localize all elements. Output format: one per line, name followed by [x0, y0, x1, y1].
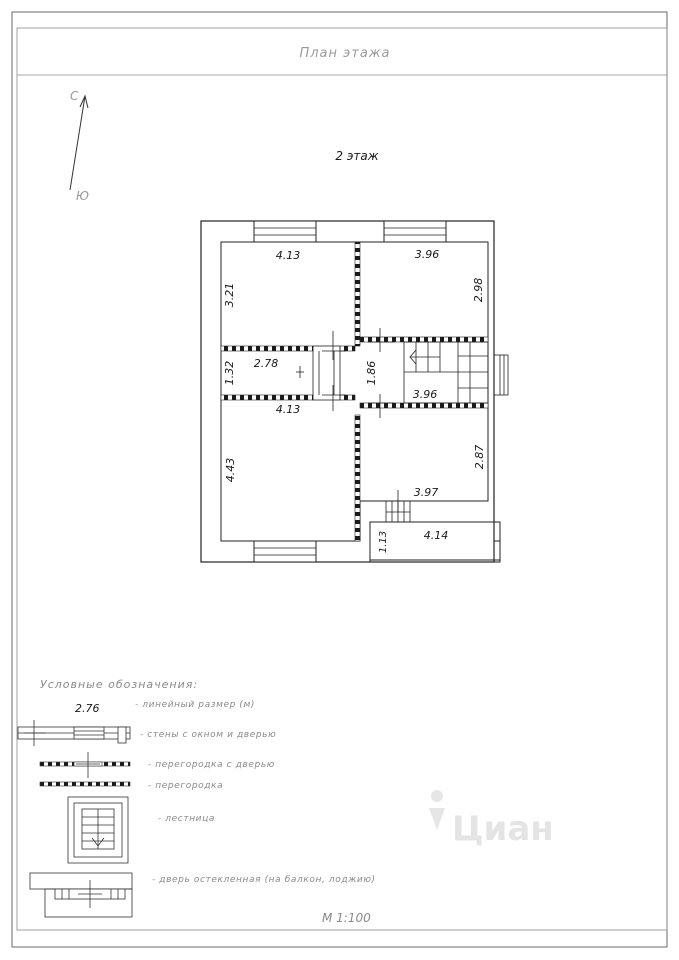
legend-stairs-symbol: [68, 797, 128, 863]
legend-item-dimension: - линейный размер (м): [135, 700, 256, 710]
door-corridor: [313, 346, 340, 400]
dim-room-top-left-height: 3.21: [223, 282, 236, 308]
dim-balcony-width: 4.14: [423, 529, 449, 542]
dim-room-bottom-right-height: 2.87: [473, 444, 486, 470]
legend-item-stairs: - лестница: [158, 814, 215, 824]
dim-room-top-left-width: 4.13: [275, 249, 301, 262]
dim-room-bottom-right-width: 3.97: [413, 486, 439, 499]
partition-stair-bottom: [360, 403, 488, 408]
dim-hall-depth: 1.86: [365, 360, 378, 386]
compass-south-label: Ю: [76, 189, 89, 203]
partition-corridor-top: [221, 346, 313, 351]
dim-corridor-height: 1.32: [223, 360, 236, 386]
legend-partition-symbol: [40, 782, 130, 786]
dim-room-bottom-left-height: 4.43: [224, 457, 237, 483]
exterior-steps: [494, 355, 508, 395]
balcony: [370, 522, 500, 562]
balcony-glazed-door: [386, 490, 410, 522]
plan-scale: М 1:100: [322, 911, 371, 925]
legend-item-wall: - стены с окном и дверью: [140, 730, 277, 740]
outer-wall: [201, 221, 494, 562]
floor-label: 2 этаж: [335, 149, 379, 163]
legend-item-glazed-door: - дверь остекленная (на балкон, лоджию): [152, 875, 376, 885]
floor-plan: [201, 221, 508, 562]
legend-sample-value: 2.76: [75, 702, 100, 715]
legend-glazed-door-symbol: [30, 873, 132, 917]
legend-heading: Условные обозначения:: [40, 678, 199, 691]
dim-room-top-right-width: 3.96: [414, 248, 440, 261]
partition-stair-top: [360, 337, 488, 342]
dim-balcony-depth: 1.13: [378, 530, 389, 554]
sheet-inner-border: [17, 28, 667, 930]
window-bottom-left: [254, 541, 316, 562]
legend-partition-door-symbol: [40, 752, 130, 778]
dim-room-bottom-left-width: 4.13: [275, 403, 301, 416]
partition-corridor-bottom: [221, 395, 313, 400]
plan-title: План этажа: [299, 46, 391, 61]
window-top-left: [254, 221, 316, 242]
compass-north-label: С: [70, 89, 79, 103]
inner-wall-outline: [221, 242, 488, 541]
partition-vertical-upper: [355, 242, 360, 346]
dim-room-top-right-height: 2.98: [472, 277, 485, 303]
compass-icon: [70, 96, 88, 190]
partition-hall-bottom: [340, 395, 355, 400]
legend-item-partition-door: - перегородка с дверью: [148, 760, 275, 770]
watermark-text: Циан: [452, 809, 554, 849]
legend-wall-symbol: [18, 720, 130, 746]
partition-vertical-lower: [355, 415, 360, 541]
partition-hall-top: [340, 346, 355, 351]
window-top-right: [384, 221, 446, 242]
dim-stair-width: 3.96: [412, 388, 438, 401]
legend-item-partition: - перегородка: [148, 781, 224, 791]
watermark: [429, 790, 554, 849]
dim-corridor-width: 2.78: [253, 357, 279, 370]
